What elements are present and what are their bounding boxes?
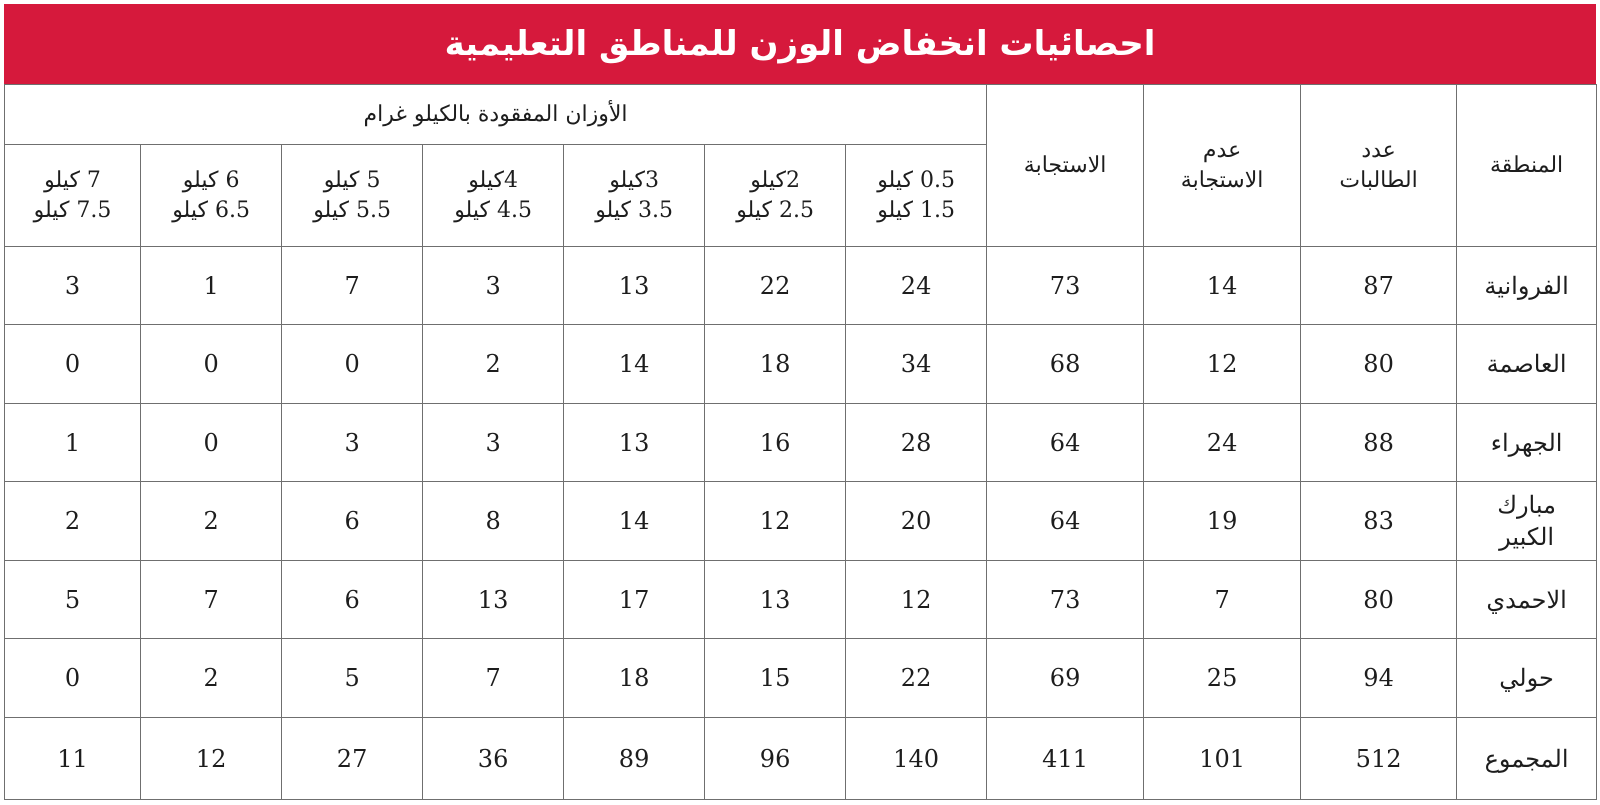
students-cell: 88 xyxy=(1301,404,1457,482)
region-cell: العاصمة xyxy=(1457,325,1597,404)
table-row xyxy=(5,247,1597,325)
bin-cell: 89 xyxy=(564,718,705,800)
stats-document xyxy=(4,4,1596,800)
non-response-cell: 7 xyxy=(1144,561,1301,639)
region-cell: الاحمدي xyxy=(1457,561,1597,639)
non-response-cell: 24 xyxy=(1144,404,1301,482)
bin-cell: 6 xyxy=(282,482,423,561)
bin-cell: 24 xyxy=(846,247,987,325)
bin-cell: 15 xyxy=(705,639,846,718)
bin-cell: 5 xyxy=(282,639,423,718)
response-cell: 411 xyxy=(987,718,1144,800)
region-cell: الجهراء xyxy=(1457,404,1597,482)
header-students: عدد الطالبات xyxy=(1301,85,1457,247)
students-cell: 512 xyxy=(1301,718,1457,800)
bin-cell: 14 xyxy=(564,482,705,561)
bin-cell: 13 xyxy=(705,561,846,639)
table-row xyxy=(5,482,1597,561)
bin-cell: 22 xyxy=(705,247,846,325)
weight-loss-table xyxy=(4,84,1597,800)
bin-cell: 13 xyxy=(564,247,705,325)
students-cell: 87 xyxy=(1301,247,1457,325)
bin-cell: 0 xyxy=(5,639,141,718)
bin-cell: 17 xyxy=(564,561,705,639)
header-weights-lost: الأوزان المفقودة بالكيلو غرام xyxy=(5,85,987,145)
response-cell: 64 xyxy=(987,404,1144,482)
header-bin: 3كيلو 3.5 كيلو xyxy=(564,145,705,247)
header-bin: 4كيلو 4.5 كيلو xyxy=(423,145,564,247)
bin-cell: 5 xyxy=(5,561,141,639)
region-cell: حولي xyxy=(1457,639,1597,718)
bin-cell: 12 xyxy=(141,718,282,800)
header-bin: 7 كيلو 7.5 كيلو xyxy=(5,145,141,247)
bin-cell: 11 xyxy=(5,718,141,800)
bin-cell: 13 xyxy=(564,404,705,482)
bin-cell: 34 xyxy=(846,325,987,404)
students-cell: 80 xyxy=(1301,325,1457,404)
page-title: احصائيات انخفاض الوزن للمناطق التعليمية xyxy=(4,4,1596,84)
bin-cell: 0 xyxy=(141,325,282,404)
response-cell: 69 xyxy=(987,639,1144,718)
region-cell: الفروانية xyxy=(1457,247,1597,325)
bin-cell: 0 xyxy=(5,325,141,404)
table-row xyxy=(5,325,1597,404)
bin-cell: 2 xyxy=(141,482,282,561)
bin-cell: 18 xyxy=(705,325,846,404)
bin-cell: 20 xyxy=(846,482,987,561)
bin-cell: 36 xyxy=(423,718,564,800)
bin-cell: 8 xyxy=(423,482,564,561)
students-cell: 83 xyxy=(1301,482,1457,561)
bin-cell: 22 xyxy=(846,639,987,718)
header-bin: 2كيلو 2.5 كيلو xyxy=(705,145,846,247)
bin-cell: 2 xyxy=(423,325,564,404)
response-cell: 73 xyxy=(987,247,1144,325)
bin-cell: 2 xyxy=(5,482,141,561)
bin-cell: 27 xyxy=(282,718,423,800)
bin-cell: 1 xyxy=(5,404,141,482)
non-response-cell: 19 xyxy=(1144,482,1301,561)
table-row xyxy=(5,404,1597,482)
response-cell: 68 xyxy=(987,325,1144,404)
header-bin: 0.5 كيلو 1.5 كيلو xyxy=(846,145,987,247)
non-response-cell: 101 xyxy=(1144,718,1301,800)
response-cell: 64 xyxy=(987,482,1144,561)
header-non-response: عدم الاستجابة xyxy=(1144,85,1301,247)
bin-cell: 14 xyxy=(564,325,705,404)
bin-cell: 12 xyxy=(846,561,987,639)
bin-cell: 0 xyxy=(141,404,282,482)
header-response: الاستجابة xyxy=(987,85,1144,247)
table-row xyxy=(5,561,1597,639)
bin-cell: 28 xyxy=(846,404,987,482)
bin-cell: 7 xyxy=(423,639,564,718)
bin-cell: 0 xyxy=(282,325,423,404)
non-response-cell: 14 xyxy=(1144,247,1301,325)
header-region: المنطقة xyxy=(1457,85,1597,247)
bin-cell: 12 xyxy=(705,482,846,561)
bin-cell: 18 xyxy=(564,639,705,718)
bin-cell: 3 xyxy=(423,404,564,482)
bin-cell: 7 xyxy=(141,561,282,639)
non-response-cell: 12 xyxy=(1144,325,1301,404)
bin-cell: 13 xyxy=(423,561,564,639)
non-response-cell: 25 xyxy=(1144,639,1301,718)
bin-cell: 1 xyxy=(141,247,282,325)
region-cell: مبارك الكبير xyxy=(1457,482,1597,561)
students-cell: 94 xyxy=(1301,639,1457,718)
table-row xyxy=(5,639,1597,718)
header-bin: 6 كيلو 6.5 كيلو xyxy=(141,145,282,247)
bin-cell: 6 xyxy=(282,561,423,639)
response-cell: 73 xyxy=(987,561,1144,639)
bin-cell: 2 xyxy=(141,639,282,718)
bin-cell: 7 xyxy=(282,247,423,325)
bin-cell: 140 xyxy=(846,718,987,800)
bin-cell: 3 xyxy=(5,247,141,325)
header-bin: 5 كيلو 5.5 كيلو xyxy=(282,145,423,247)
students-cell: 80 xyxy=(1301,561,1457,639)
region-cell: المجموع xyxy=(1457,718,1597,800)
total-row xyxy=(5,718,1597,800)
bin-cell: 3 xyxy=(282,404,423,482)
bin-cell: 3 xyxy=(423,247,564,325)
bin-cell: 96 xyxy=(705,718,846,800)
bin-cell: 16 xyxy=(705,404,846,482)
